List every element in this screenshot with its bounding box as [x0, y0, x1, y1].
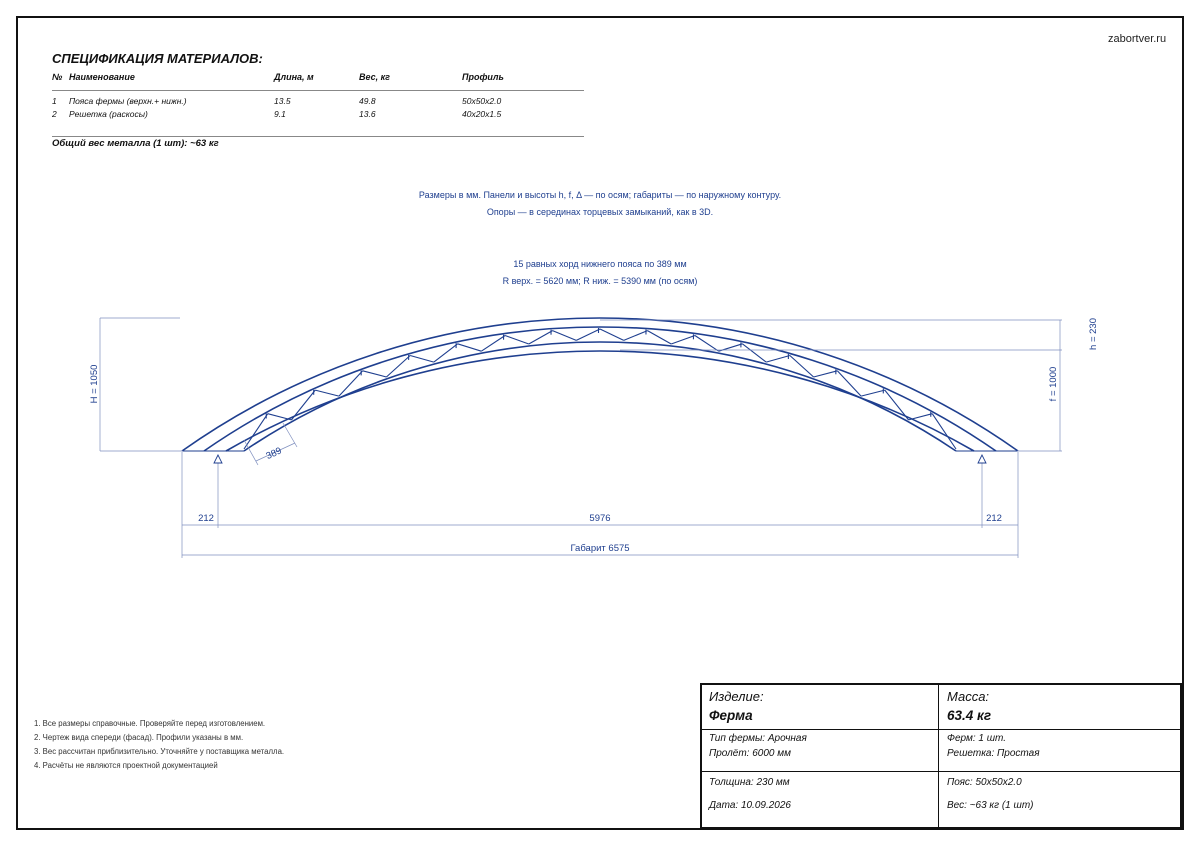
spec-cell-no: 1 — [52, 96, 57, 106]
truss-diagonal — [553, 331, 577, 341]
truss-diagonal — [671, 336, 695, 345]
spec-cell-weight: 13.6 — [359, 109, 376, 119]
truss-diagonal — [363, 371, 387, 377]
drawing-date: Дата: 10.09.2026 — [709, 800, 791, 811]
truss-diagonal — [576, 329, 600, 340]
chord-profile: Пояс: 50x50x2.0 — [947, 777, 1022, 788]
dim-label-h: h = 230 — [1088, 318, 1099, 350]
truss-diagonal — [458, 344, 482, 351]
spec-cell-profile: 40x20x1.5 — [462, 109, 502, 119]
drawing-note-4: R верх. = 5620 мм; R ниж. = 5390 мм (по осям) — [502, 276, 698, 286]
spec-header-no: № — [52, 72, 63, 82]
spec-header-name: Наименование — [69, 72, 135, 82]
note-item: 2. Чертеж вида спереди (фасад). Профили указаны в мм. — [34, 733, 244, 742]
truss-top-chord-outer — [182, 318, 1018, 451]
drawing-note-1: Размеры в мм. Панели и высоты h, f, Δ — по осям; габариты — по наружному контуру. — [418, 190, 782, 200]
title-block-divider — [702, 729, 1180, 730]
drawing-note-3: 15 равных хорд нижнего пояса по 389 мм — [513, 259, 687, 269]
truss-diagonal — [647, 331, 671, 344]
spec-cell-name: Решетка (раскосы) — [69, 109, 148, 119]
truss-diagonal — [766, 356, 790, 363]
truss-bottom-chord-inner — [226, 351, 974, 451]
note-item: 1. Все размеры справочные. Проверяйте перед изготовлением. — [34, 719, 266, 728]
spec-total: Общий вес металла (1 шт): ~63 кг — [52, 138, 219, 149]
product-value: Ферма — [709, 708, 753, 723]
truss-thickness: Толщина: 230 мм — [709, 777, 790, 788]
truss-count: Ферм: 1 шт. — [947, 733, 1007, 744]
spec-cell-length: 9.1 — [274, 109, 286, 119]
dimension-lines — [100, 318, 1062, 558]
truss-type: Тип фермы: Арочная — [709, 733, 807, 744]
site-name: zabortver.ru — [1108, 33, 1167, 45]
spec-cell-profile: 50x50x2.0 — [462, 96, 502, 106]
note-item: 4. Расчёты не являются проектной документацией — [34, 761, 218, 770]
truss — [182, 318, 1018, 451]
spec-header-weight: Вес, кг — [359, 72, 390, 82]
mass-label: Масса: — [947, 689, 990, 704]
truss-span: Пролёт: 6000 мм — [709, 748, 791, 759]
title-block — [700, 683, 1182, 829]
truss-bottom-chord-outer — [244, 342, 956, 451]
title-block-divider — [938, 685, 939, 827]
drawing-note-2: Опоры — в серединах торцевых замыканий, как в 3D. — [486, 207, 714, 217]
title-block-divider — [702, 771, 1180, 772]
truss-diagonal — [814, 371, 838, 377]
truss-diagonal — [600, 329, 624, 340]
spec-cell-length: 13.5 — [274, 96, 291, 106]
support-right-icon — [978, 455, 986, 463]
dim-label-overall: Габарит 6575 — [570, 543, 630, 554]
truss-diagonal — [268, 414, 292, 420]
spec-cell-weight: 49.8 — [359, 96, 376, 106]
truss-diagonal — [410, 356, 434, 363]
dim-label-H: H = 1050 — [89, 364, 100, 404]
truss-top-chord-inner — [204, 327, 996, 451]
dim-label-f: f = 1000 — [1048, 366, 1059, 402]
note-item: 3. Вес рассчитан приблизительно. Уточняйте у поставщика металла. — [34, 747, 285, 756]
spec-cell-no: 2 — [52, 109, 57, 119]
truss-diagonal — [624, 331, 648, 341]
dim-label-left-offset: 212 — [198, 513, 214, 524]
dim-label-span: 5976 — [589, 513, 611, 524]
truss-lattice — [182, 328, 1018, 451]
spec-header-profile: Профиль — [462, 72, 504, 82]
supports — [214, 455, 986, 463]
spec-title: СПЕЦИФИКАЦИЯ МАТЕРИАЛОВ: — [52, 51, 263, 66]
dim-label-chord: 389 — [264, 445, 284, 462]
truss-diagonal — [529, 331, 553, 344]
lattice-type: Решетка: Простая — [947, 748, 1040, 759]
spec-cell-name: Пояса фермы (верхн.+ нижн.) — [69, 96, 187, 106]
truss-diagonal — [861, 390, 885, 396]
general-notes — [34, 719, 284, 775]
total-weight: Вес: ~63 кг (1 шт) — [947, 800, 1034, 811]
support-left-icon — [214, 455, 222, 463]
spec-header-length: Длина, м — [274, 72, 314, 82]
mass-value: 63.4 кг — [947, 708, 992, 723]
dim-label-right-offset: 212 — [986, 513, 1002, 524]
truss-diagonal — [909, 414, 933, 420]
product-label: Изделие: — [709, 689, 764, 704]
truss-diagonal — [505, 336, 529, 345]
truss-diagonal — [315, 390, 339, 396]
